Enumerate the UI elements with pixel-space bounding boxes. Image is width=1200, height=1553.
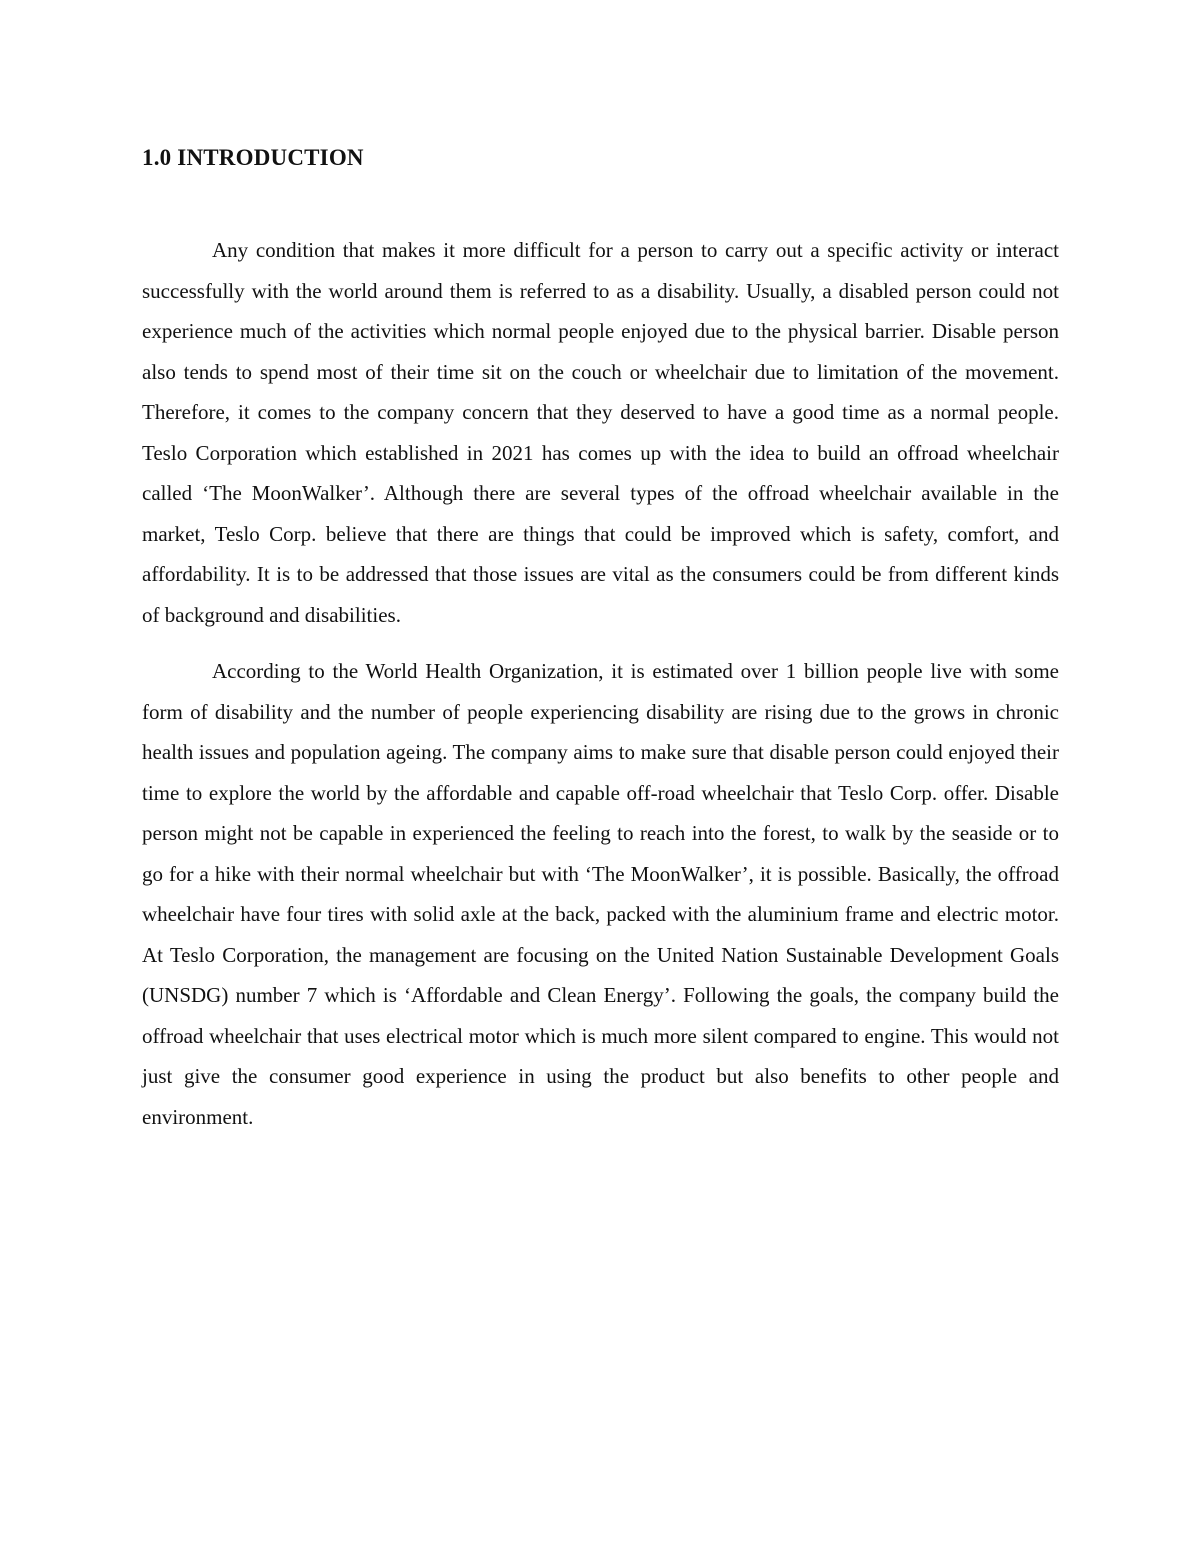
paragraph-1: Any condition that makes it more difficult for a person to carry out a specific activity or interact successfully with the world around them is referred to as a disability. Usually, a disabled person could not experience much of the activities which normal people enjoyed due to the physical barrier. Disable person also tends to spend most of their time sit on the couch or wheelchair due to limitation of the movement. Therefore, it comes to the company concern that they deserved to have a good time as a normal people. Teslo Corporation which established in 2021 has comes up with the idea to build an offroad wheelchair called ‘The MoonWalker’. Although there are several types of the offroad wheelchair available in the market, Teslo Corp. believe that there are things that could be improved which is safety, comfort, and affordability. It is to be addressed that those issues are vital as the consumers could be from different kinds of background and disabilities.	[142, 238, 1059, 627]
paragraph-2: According to the World Health Organization, it is estimated over 1 billion people live with some form of disability and the number of people experiencing disability are rising due to the grows in chronic health issues and population ageing. The company aims to make sure that disable person could enjoyed their time to explore the world by the affordable and capable off-road wheelchair that Teslo Corp. offer. Disable person might not be capable in experienced the feeling to reach into the forest, to walk by the seaside or to go for a hike with their normal wheelchair but with ‘The MoonWalker’, it is possible. Basically, the offroad wheelchair have four tires with solid axle at the back, packed with the aluminium frame and electric motor. At Teslo Corporation, the management are focusing on the United Nation Sustainable Development Goals (UNSDG) number 7 which is ‘Affordable and Clean Energy’. Following the goals, the company build the offroad wheelchair that uses electrical motor which is much more silent compared to engine. This would not just give the consumer good experience in using the product but also benefits to other people and environment.	[142, 659, 1059, 1129]
section-heading: 1.0 INTRODUCTION	[142, 145, 364, 170]
document-body	[142, 140, 1059, 1153]
